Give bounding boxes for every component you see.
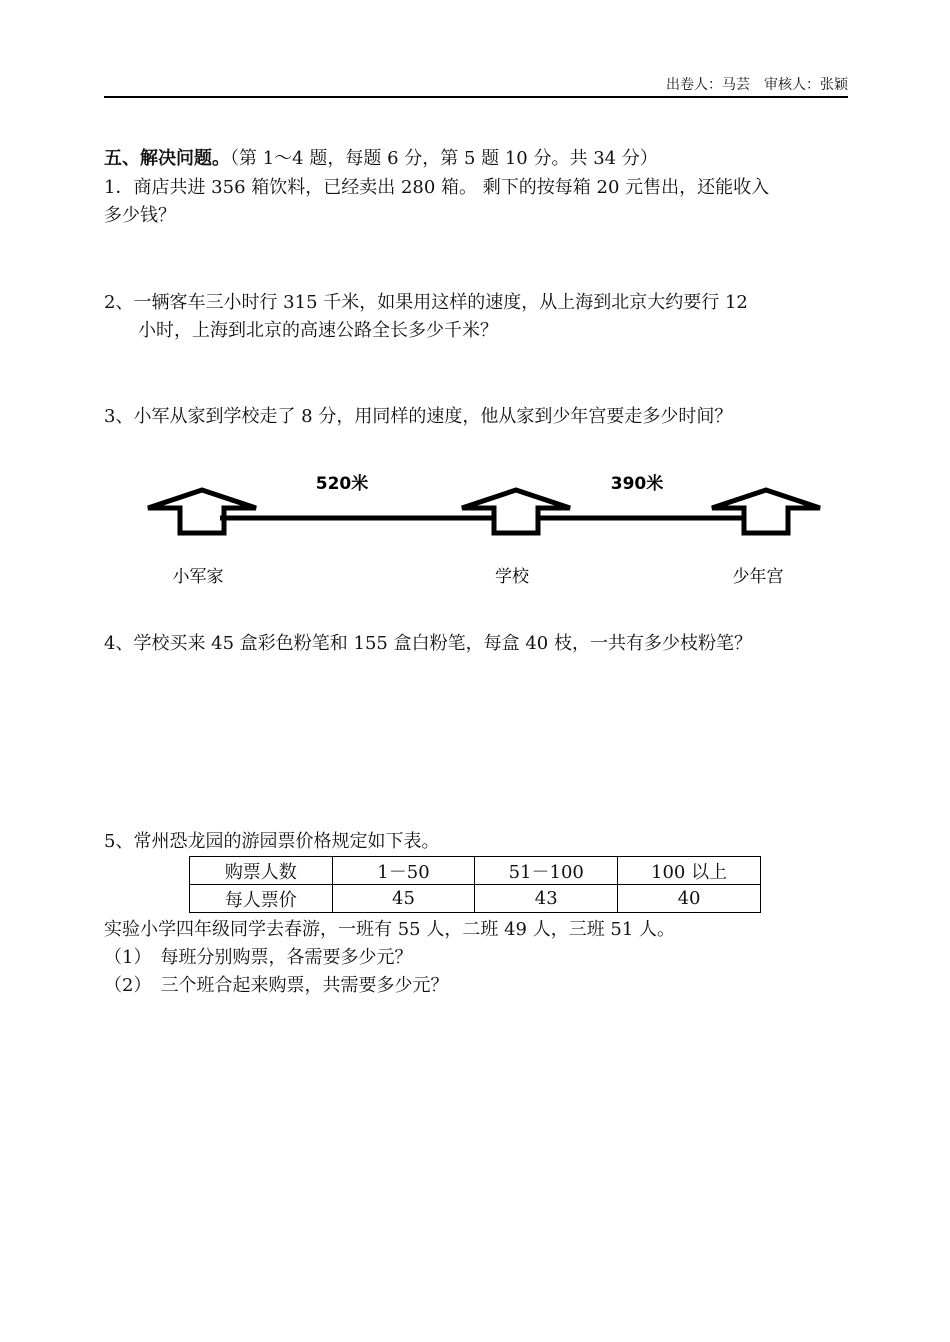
q5-sub2: （2） 三个班合起来购票，共需要多少元？ [104,975,449,996]
table-cell: 40 [618,885,761,913]
q4-text: 4、学校买来 45 盒彩色粉笔和 155 盒白粉笔，每盒 40 枝，一共有多少枝粉笔？ [104,633,752,654]
house-icon-home [148,490,256,533]
table-row [190,857,761,885]
place-label-palace: 少年宫 [732,567,784,587]
header-rule [104,96,848,98]
q3-text: 3、小军从家到学校走了 8 分，用同样的速度，他从家到少年宫要走多少时间？ [104,406,733,427]
table-cell: 51－100 [475,857,618,885]
q1-line1: 1．商店共进 356 箱饮料，已经卖出 280 箱。 剩下的按每箱 20 元售出，还能收入 [104,177,770,198]
table-cell: 43 [475,885,618,913]
table-cell: 每人票价 [190,885,333,913]
table-row [190,885,761,913]
q2-line1: 2、一辆客车三小时行 315 千米，如果用这样的速度，从上海到北京大约要行 12 [104,292,748,313]
q5-sub1: （1） 每班分别购票，各需要多少元？ [104,947,413,968]
place-label-school: 学校 [495,567,529,587]
q5-context: 实验小学四年级同学去春游，一班有 55 人，二班 49 人，三班 51 人。 [104,919,676,940]
distance-label-1: 520米 [315,474,369,494]
table-cell: 购票人数 [190,857,333,885]
q1-line2: 多少钱？ [104,205,176,226]
q2-line2: 小时，上海到北京的高速公路全长多少千米？ [138,320,498,341]
section-heading [104,146,658,172]
distance-label-2: 390米 [610,474,664,494]
place-label-home: 小军家 [172,567,224,587]
ticket-price-table [189,856,761,913]
table-cell: 100 以上 [618,857,761,885]
section-note: （第 1～4 题，每题 6 分，第 5 题 10 分。共 34 分） [230,148,658,169]
route-diagram [140,470,830,600]
q5-intro: 5、常州恐龙园的游园票价格规定如下表。 [104,831,440,852]
section-title: 五、解决问题。 [104,148,230,169]
school-icon [462,490,570,533]
table-cell: 1－50 [332,857,475,885]
palace-icon [712,490,820,533]
header-text: 出卷人：马芸 审核人：张颖 [666,77,848,93]
table-cell: 45 [332,885,475,913]
